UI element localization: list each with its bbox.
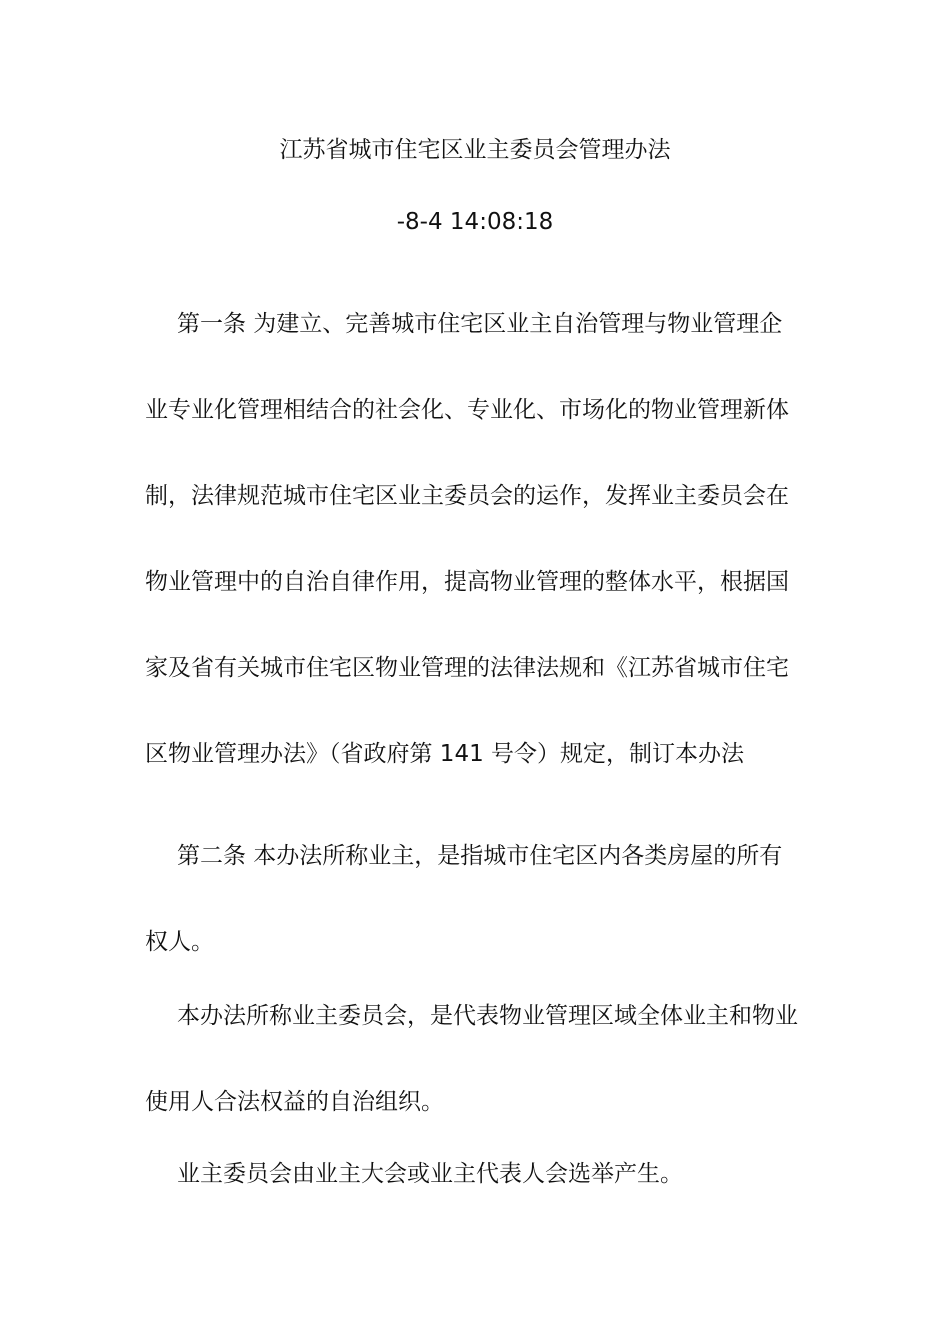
paragraph-committee-line-2: 使用人合法权益的自治组织。: [145, 1089, 444, 1115]
article-2-line-1: 第二条 本办法所称业主，是指城市住宅区内各类房屋的所有: [177, 843, 783, 869]
article-1-line-4: 物业管理中的自治自律作用，提高物业管理的整体水平，根据国: [145, 569, 789, 595]
document-date: -8-4 14:08:18: [396, 209, 554, 235]
article-1-line-1: 第一条 为建立、完善城市住宅区业主自治管理与物业管理企: [177, 311, 783, 337]
article-1-line-3: 制，法律规范城市住宅区业主委员会的运作，发挥业主委员会在: [145, 483, 789, 509]
document-title: 江苏省城市住宅区业主委员会管理办法: [279, 137, 671, 163]
article-1-line-2: 业专业化管理相结合的社会化、专业化、市场化的物业管理新体: [145, 397, 789, 423]
article-1-line-6: 区物业管理办法》（省政府第 141 号令）规定，制订本办法: [145, 741, 745, 767]
paragraph-committee-line-1: 本办法所称业主委员会，是代表物业管理区域全体业主和物业: [177, 1003, 798, 1029]
article-1-line-5: 家及省有关城市住宅区物业管理的法律法规和《江苏省城市住宅: [145, 655, 789, 681]
article-2-line-2: 权人。: [145, 929, 214, 955]
paragraph-election: 业主委员会由业主大会或业主代表人会选举产生。: [177, 1161, 683, 1187]
